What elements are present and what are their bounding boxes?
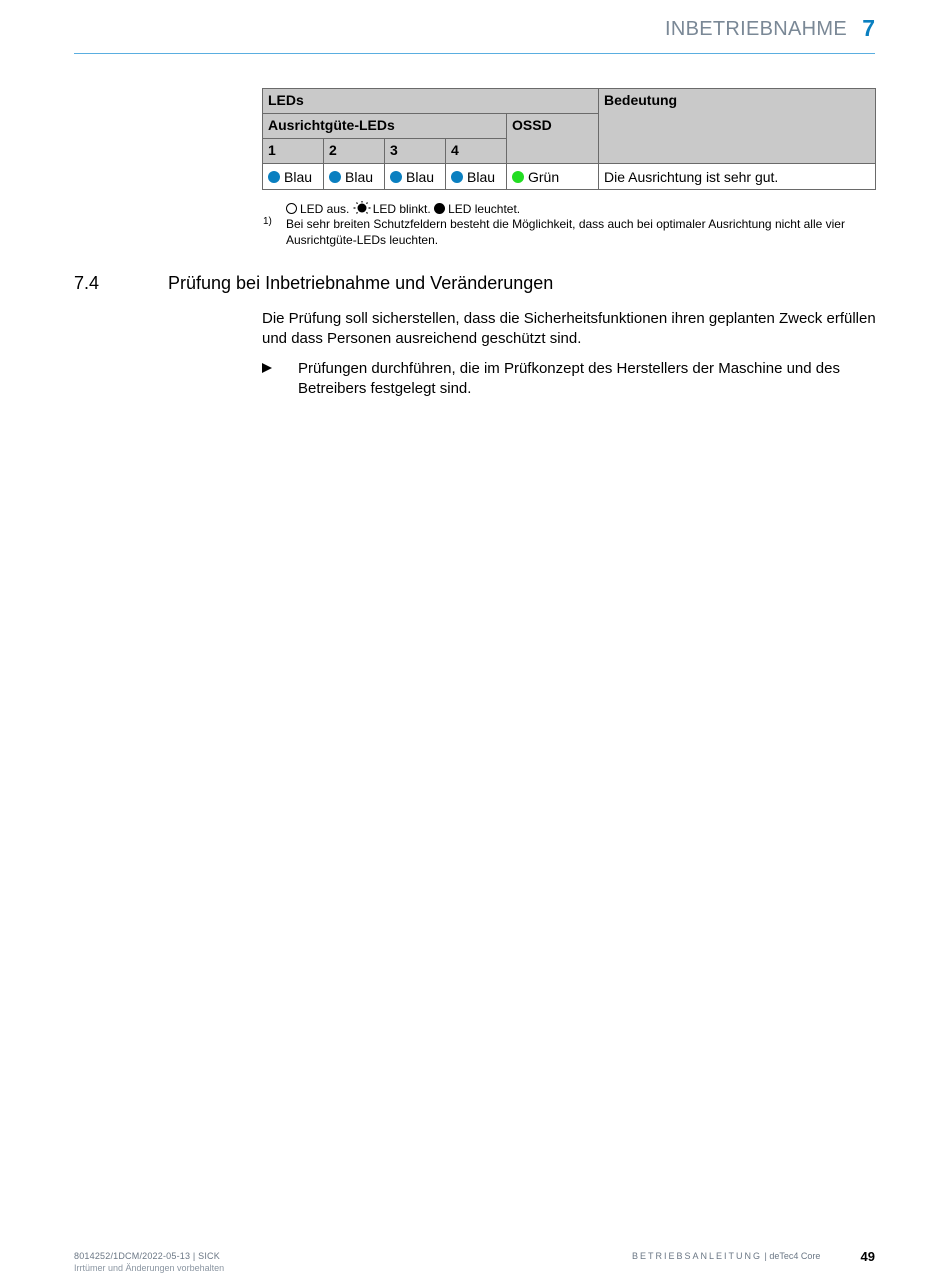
footer-manual [632, 1251, 820, 1261]
section-number: 7.4 [74, 273, 100, 293]
legend-off-text: LED aus. [300, 202, 350, 216]
footnote-text: Bei sehr breiten Schutzfeldern besteht die Möglichkeit, dass auch bei optimaler Ausrichtung nicht alle vier Ausrichtgüte-LEDs leuchten. [286, 217, 845, 247]
legend-blink-text: LED blinkt. [372, 202, 431, 216]
green-led-icon [512, 171, 524, 183]
cell-led-1 [263, 164, 324, 190]
cell-ossd [507, 164, 599, 190]
cell-text: Blau [284, 168, 313, 185]
led-legend [286, 201, 520, 216]
led-blink-icon [353, 201, 371, 215]
bullet-item: Prüfungen durchführen, die im Prüfkonzept des Herstellers der Maschine und des Betreibers festgelegt sind. [298, 360, 840, 397]
blue-led-icon [451, 171, 463, 183]
chapter-title: INBETRIEBNAHME [664, 18, 847, 40]
th-ausrichtguete: Ausrichtgüte-LEDs [263, 114, 507, 139]
legend-on-text: LED leuchtet. [448, 202, 521, 216]
bullet-arrow-icon [262, 363, 272, 373]
cell-led-4 [446, 164, 507, 190]
th-col-1: 1 [263, 139, 324, 164]
footer-disclaimer: Irrtümer und Änderungen vorbehalten [74, 1263, 225, 1273]
th-col-4: 4 [446, 139, 507, 164]
section-title: Prüfung bei Inbetriebnahme und Veränderungen [168, 273, 554, 293]
section-paragraph: Die Prüfung soll sicherstellen, dass die Sicherheitsfunktionen ihren geplanten Zweck erfüllen und dass Personen ausreichend geschützt sind. [262, 310, 876, 347]
cell-meaning: Die Ausrichtung ist sehr gut. [599, 164, 876, 190]
th-bedeutung: Bedeutung [599, 89, 876, 164]
th-col-3: 3 [385, 139, 446, 164]
header-divider [74, 53, 875, 54]
page-number: 49 [860, 1249, 875, 1264]
blue-led-icon [390, 171, 402, 183]
th-leds: LEDs [263, 89, 599, 114]
cell-text: Grün [528, 168, 560, 185]
footnote-marker: 1) [263, 216, 272, 227]
led-table [262, 88, 876, 190]
th-col-2: 2 [324, 139, 385, 164]
cell-text: Blau [345, 168, 374, 185]
blue-led-icon [268, 171, 280, 183]
th-ossd: OSSD [507, 114, 599, 164]
cell-led-2 [324, 164, 385, 190]
cell-text: Blau [467, 168, 496, 185]
cell-led-3 [385, 164, 446, 190]
led-on-icon [434, 203, 445, 214]
footer-manual-label: BETRIEBSANLEITUNG [632, 1251, 763, 1261]
chapter-number: 7 [862, 15, 875, 41]
blue-led-icon [329, 171, 341, 183]
footer-product: | deTec4 Core [764, 1251, 821, 1261]
footer-doc-id: 8014252/1DCM/2022-05-13 | SICK [74, 1251, 220, 1261]
cell-text: Blau [406, 168, 435, 185]
led-off-icon [286, 203, 297, 214]
table-row [263, 164, 876, 190]
